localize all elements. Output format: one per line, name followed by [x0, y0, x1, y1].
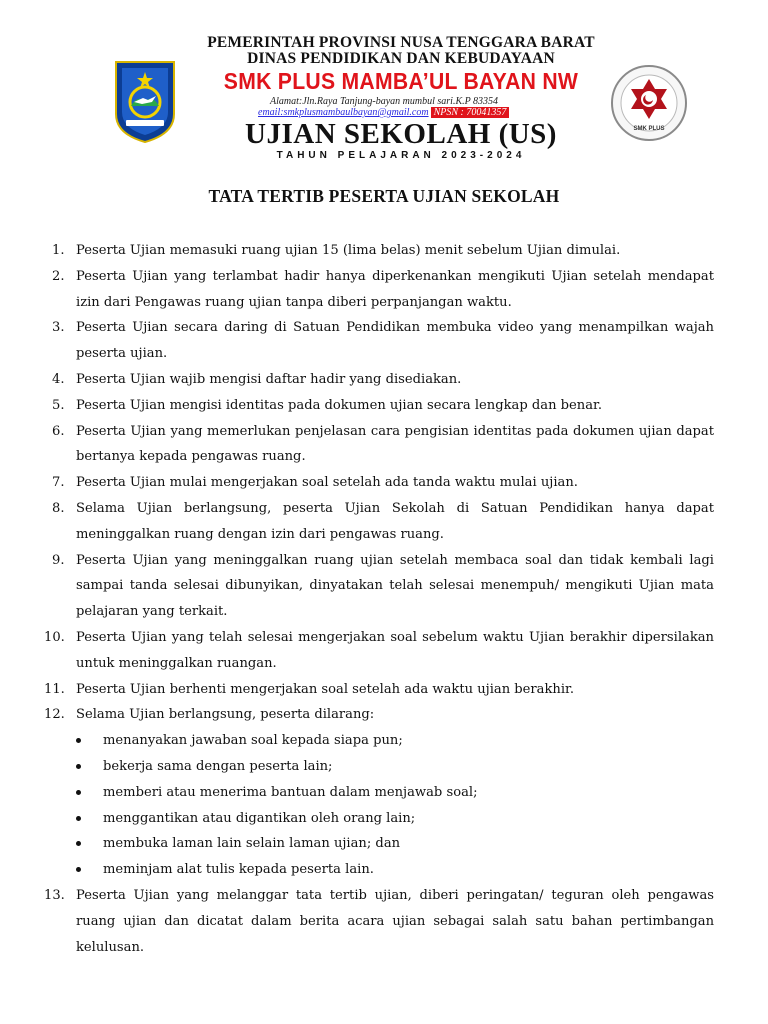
prohibition-item [76, 728, 714, 754]
rule-text: Peserta Ujian secara daring di Satuan Pendidikan membuka video yang menampilkan wajah peserta ujian. [76, 320, 714, 362]
prohibition-text: menggantikan atau digantikan oleh orang lain; [103, 810, 416, 826]
bullet-dot-icon [76, 738, 81, 743]
prohibition-text: membuka laman lain selain laman ujian; dan [103, 836, 401, 852]
academic-year: TAHUN PELAJARAN 2023-2024 [276, 150, 526, 161]
rule-text: Peserta Ujian yang memerlukan penjelasan cara pengisian identitas pada dokumen ujian dapat bertanya kepada pengawas ruang. [76, 423, 714, 465]
rule-number: 2. [52, 268, 65, 284]
rule-text: Peserta Ujian mengisi identitas pada dokumen ujian secara lengkap dan benar. [76, 397, 603, 413]
prohibitions-list [76, 728, 714, 883]
school-address: Alamat:Jln.Raya Tanjung-bayan mumbul sari.K.P 83354 [270, 96, 499, 107]
exam-name: UJIAN SEKOLAH (US) [245, 118, 557, 150]
prohibition-text: bekerja sama dengan peserta lain; [103, 758, 333, 774]
rule-number: 8. [52, 500, 65, 516]
rule-text: Peserta Ujian memasuki ruang ujian 15 (lima belas) menit sebelum Ujian dimulai. [76, 243, 621, 258]
rule-number: 9. [52, 552, 65, 568]
rule-item [52, 419, 714, 471]
seal-caption: SMK PLUS [633, 126, 665, 132]
rule-text: Peserta Ujian yang telah selesai mengerjakan soal sebelum waktu Ujian berakhir dipersilakan untuk meninggalkan ruangan. [76, 629, 714, 671]
prohibition-item [76, 857, 714, 883]
rule-number: 11. [44, 681, 65, 697]
school-email: email:smkplusmambaulbayan@gmail.com [258, 107, 429, 118]
rule-item [44, 702, 714, 883]
prohibition-text: menanyakan jawaban soal kepada siapa pun; [103, 733, 403, 749]
prohibition-item [76, 831, 714, 857]
rule-number: 6. [52, 423, 65, 439]
rule-item [52, 238, 714, 264]
rule-item [52, 496, 714, 548]
rule-item [52, 470, 714, 496]
prohibition-item [76, 754, 714, 780]
rule-text: Peserta Ujian mulai mengerjakan soal setelah ada tanda waktu mulai ujian. [76, 475, 578, 491]
government-name: PEMERINTAH PROVINSI NUSA TENGGARA BARAT [207, 34, 595, 51]
rule-item [52, 264, 714, 316]
prohibition-item [76, 780, 714, 806]
rule-text: Peserta Ujian wajib mengisi daftar hadir yang disediakan. [76, 371, 462, 387]
rules-list [44, 238, 714, 960]
rule-number: 12. [44, 707, 65, 723]
smk-plus-school-seal-icon [610, 64, 688, 142]
rule-text: Peserta Ujian yang terlambat hadir hanya diperkenankan mengikuti Ujian setelah mendapat izin dari Pengawas ruang ujian tanpa diberi perpanjangan waktu. [76, 268, 714, 310]
rule-number: 7. [52, 475, 65, 491]
rule-item [44, 677, 714, 703]
prohibition-text: meminjam alat tulis kepada peserta lain. [103, 862, 374, 878]
rule-item [52, 393, 714, 419]
rule-text: Selama Ujian berlangsung, peserta Ujian Sekolah di Satuan Pendidikan hanya dapat meninggalkan ruang dengan izin dari pengawas ruang. [76, 500, 714, 542]
rule-item [44, 883, 714, 960]
rule-item [52, 548, 714, 625]
bullet-dot-icon [76, 790, 81, 795]
rule-number: 1. [52, 243, 65, 258]
rule-text: Peserta Ujian yang melanggar tata tertib ujian, diberi peringatan/ teguran oleh pengawas ruang ujian dan dicatat dalam berita acara ujian sebagai salah satu bahan pertimbangan kelulusan. [76, 887, 714, 955]
bullet-dot-icon [76, 841, 81, 846]
bullet-dot-icon [76, 764, 81, 769]
rule-number: 10. [44, 629, 65, 645]
rule-item [52, 315, 714, 367]
rule-item [44, 625, 714, 677]
prohibition-text: memberi atau menerima bantuan dalam menjawab soal; [103, 784, 478, 800]
npsn-badge: NPSN : 70041357 [431, 107, 510, 118]
bullet-dot-icon [76, 816, 81, 821]
prohibition-item [76, 806, 714, 832]
document-title: TATA TERTIB PESERTA UJIAN SEKOLAH [208, 186, 560, 206]
rule-number: 13. [44, 887, 65, 903]
rule-number: 4. [52, 371, 65, 387]
rule-item [52, 367, 714, 393]
rule-text: Selama Ujian berlangsung, peserta dilarang: [76, 707, 375, 723]
rule-text: Peserta Ujian berhenti mengerjakan soal setelah ada waktu ujian berakhir. [76, 681, 575, 697]
bullet-dot-icon [76, 867, 81, 872]
department-name: DINAS PENDIDIKAN DAN KEBUDAYAAN [247, 50, 555, 67]
school-name: SMK PLUS MAMBA’UL BAYAN NW [223, 68, 579, 94]
letterhead [104, 28, 698, 164]
rule-text: Peserta Ujian yang meninggalkan ruang ujian setelah membaca soal dan tidak kembali lagi sampai tanda selesai dibunyikan, dinyatakan telah selesai menempuh/ mengikuti Ujian mata pelajaran yang terkait. [76, 552, 714, 620]
rule-number: 3. [52, 320, 65, 336]
school-contact [258, 107, 509, 118]
rule-number: 5. [52, 397, 65, 413]
